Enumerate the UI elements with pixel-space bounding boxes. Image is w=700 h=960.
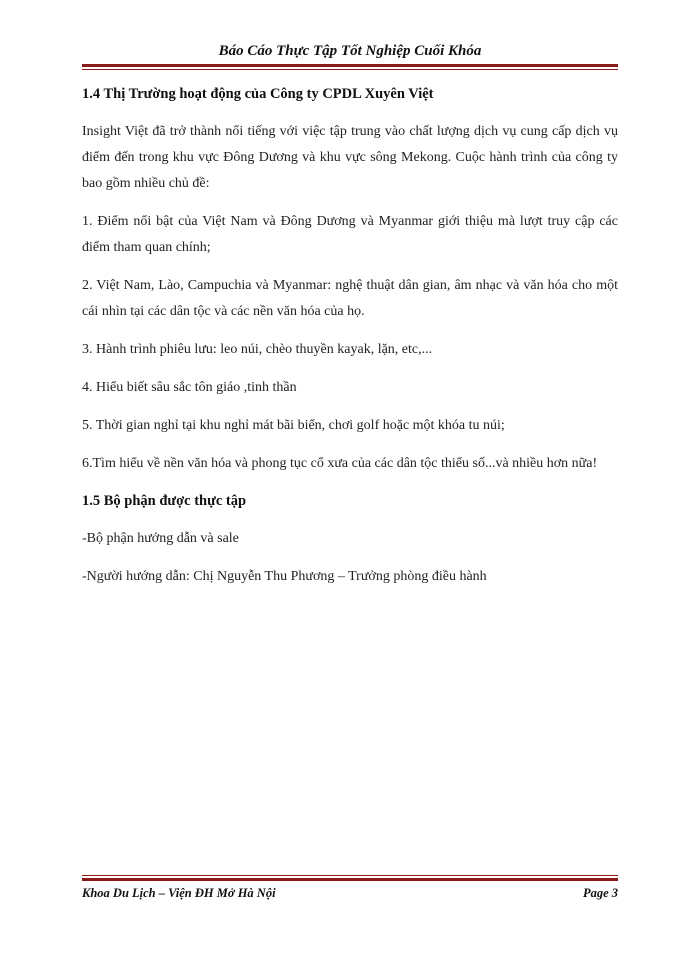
list-item-4: 4. Hiểu biết sâu sắc tôn giáo ,tinh thần [82, 380, 297, 395]
page-number: Page 3 [582, 886, 618, 900]
section-heading-1-4: 1.4 Thị Trường hoạt động của Công ty CPDL Xuyên Việt [82, 86, 434, 102]
header-rule-thin [82, 69, 618, 70]
footer-rule-thick [82, 878, 618, 881]
page-body [82, 86, 618, 602]
footer-rule-thin [82, 875, 618, 876]
list-item-5: 5. Thời gian nghỉ tại khu nghỉ mát bãi biển, chơi golf hoặc một khóa tu núi; [82, 418, 505, 433]
page-header-title: Báo Cáo Thực Tập Tốt Nghiệp Cuối Khóa [218, 43, 482, 59]
list-item-6: 6.Tìm hiểu về nền văn hóa và phong tục cổ xưa của các dân tộc thiểu số...và nhiều hơn nữa! [82, 456, 598, 471]
header-rule-thick [82, 64, 618, 67]
list-item-3: 3. Hành trình phiêu lưu: leo núi, chèo thuyền kayak, lặn, etc,... [82, 342, 433, 357]
section-intro-paragraph: Insight Việt đã trở thành nổi tiếng với việc tập trung vào chất lượng dịch vụ cung cấp dịch vụ điểm đến trong khu vực Đông Dương và khu vực sông Mekong. Cuộc hành trình của công ty bao gồm nhiều chủ đề: [82, 124, 618, 191]
footer-institution: Khoa Du Lịch – Viện ĐH Mở Hà Nội [82, 886, 276, 900]
section-heading-1-5: 1.5 Bộ phận được thực tập [82, 493, 247, 509]
list-item-2: 2. Việt Nam, Lào, Campuchia và Myanmar: nghệ thuật dân gian, âm nhạc và văn hóa cho một cái nhìn tại các dân tộc và các nền văn hóa của họ. [82, 278, 618, 319]
list-item-1: 1. Điểm nổi bật của Việt Nam và Đông Dương và Myanmar giới thiệu mà lượt truy cập các điểm tham quan chính; [82, 214, 618, 255]
supervisor-line: -Người hướng dẫn: Chị Nguyễn Thu Phương – Trưởng phòng điều hành [82, 569, 487, 584]
department-line: -Bộ phận hướng dẫn và sale [82, 531, 239, 546]
